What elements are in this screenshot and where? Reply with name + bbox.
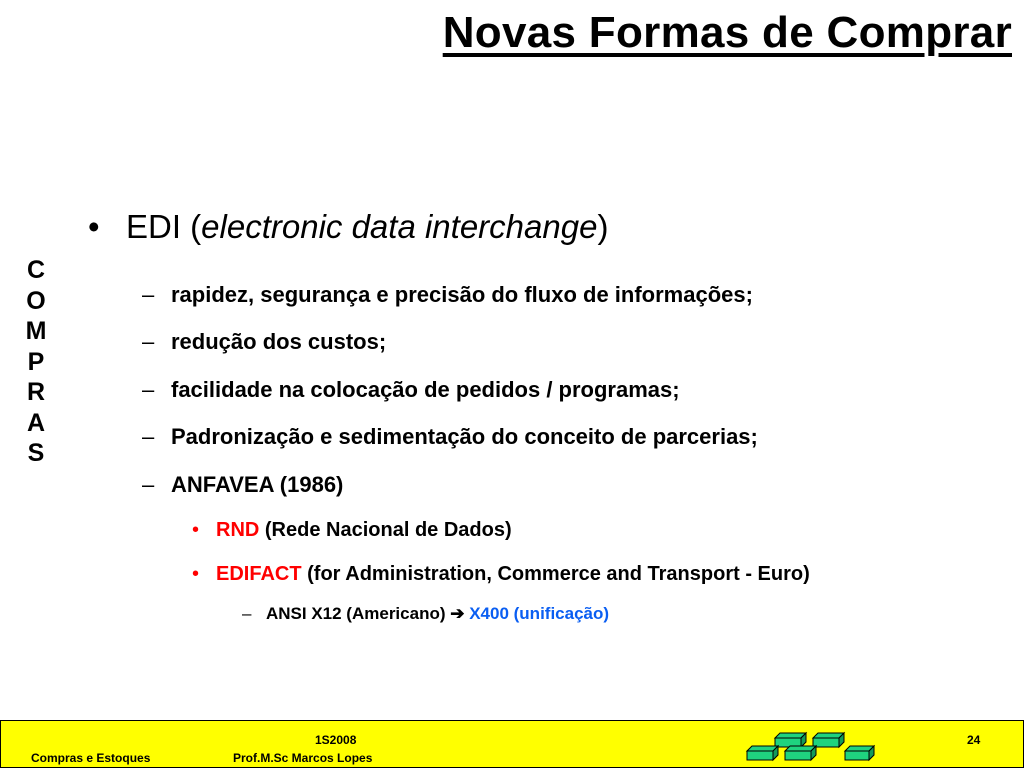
dash-marker: – [142,329,155,354]
side-letter: S [27,439,45,467]
slide-title: Novas Formas de Comprar [442,8,1012,57]
edi-prefix: EDI ( [126,208,202,245]
rnd-desc: (Rede Nacional de Dados) [259,519,512,541]
rnd-label: RND [216,519,260,541]
side-letter: O [26,286,46,315]
sub-item [142,472,343,498]
sub-item-text: redução dos custos; [171,329,387,354]
footer-bar [0,720,1024,768]
side-letter: C [26,256,46,284]
edi-italic: electronic data interchange [201,208,598,245]
footer-professor: Prof.M.Sc Marcos Lopes [233,751,373,765]
red-bullet-marker: • [192,563,200,585]
dash-marker: – [142,472,155,497]
side-letter: M [25,317,47,345]
sub-item [142,282,753,308]
connected-blocks-logo-icon [745,729,875,765]
edifact-desc: (for Administration, Commerce and Transport - Euro) [301,563,810,585]
edifact-label: EDIFACT [216,563,302,585]
sub-item-text: facilidade na colocação de pedidos / programas; [171,377,680,402]
sub-item-text: Padronização e sedimentação do conceito de parcerias; [171,424,758,449]
dash-marker: – [142,377,155,402]
ansi-item [242,604,609,624]
bullet-marker: • [88,208,100,245]
edi-suffix: ) [597,208,609,245]
bullet-edi [88,208,608,246]
sub-item [142,377,680,403]
side-letter: P [27,347,45,376]
sub-sub-item-rnd [192,519,512,542]
side-letter: A [26,408,46,437]
red-bullet-marker: • [192,519,200,541]
sub-item-text: ANFAVEA (1986) [171,472,344,497]
dash-marker: – [142,424,155,449]
dash-marker: – [142,282,155,307]
sub-sub-item-edifact [192,563,810,586]
footer-course: Compras e Estoques [31,751,151,765]
side-vertical-label [20,255,52,469]
ansi-text: ANSI X12 (Americano) [266,604,451,623]
footer-semester: 1S2008 [315,733,357,747]
sub-item-text: rapidez, segurança e precisão do fluxo de informações; [171,282,753,307]
x400-text: X400 (unificação) [464,604,610,623]
page-number: 24 [967,733,981,747]
right-arrow-icon: ➔ [450,604,465,623]
side-letter: R [26,378,46,406]
sub-item [142,329,386,355]
dash-marker: – [242,604,252,623]
sub-item [142,424,758,450]
